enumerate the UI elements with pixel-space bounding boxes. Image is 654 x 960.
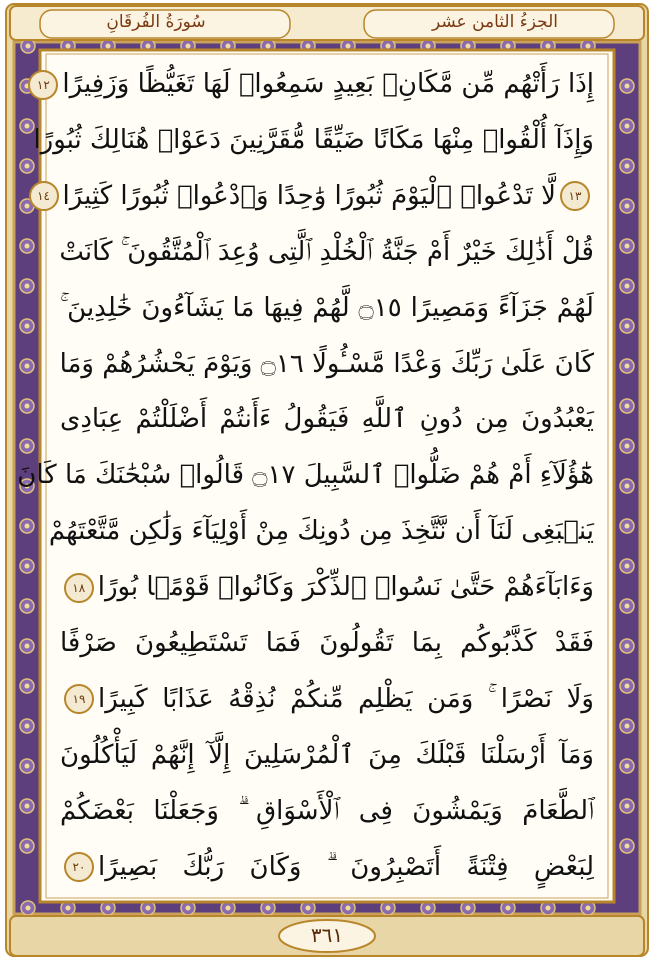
verse-text: هَٰٓؤُلَآءِ أَمْ هُمْ ضَلُّوا۟ ٱلسَّبِيلَ ۝١٧ قَالُوا۟ سُبْحَٰنَكَ مَا كَانَ [17,460,594,491]
verse-text: ٱلطَّعَامَ وَيَمْشُونَ فِى ٱلْأَسْوَاقِ ۗ وَجَعَلْنَا بَعْضَكُمْ [60,795,594,826]
text-line [60,559,594,615]
verse-text: إِذَا رَأَتْهُم مِّن مَّكَانِۭ بَعِيدٍ سَمِعُوا۟ لَهَا تَغَيُّظًا وَزَفِيرًا [62,69,594,99]
text-line [60,280,594,336]
ayah-marker: ٢٠ [64,852,94,882]
page-number: ٣٦١ [310,923,344,947]
ayah-marker: ١٨ [64,573,94,603]
text-line [60,839,594,895]
text-line [37,168,594,224]
verse-text: يَعْبُدُونَ مِن دُونِ ٱللَّهِ فَيَقُولُ ءَأَنتُمْ أَضْلَلْتُمْ عِبَادِى [60,404,594,435]
text-line [60,336,594,392]
text-line [60,224,594,280]
verse-text: لِبَعْضٍ فِتْنَةً أَتَصْبِرُونَ ۗ وَكَانَ رَبُّكَ بَصِيرًا [98,851,594,882]
verse-text: فَقَدْ كَذَّبُوكُم بِمَا تَقُولُونَ فَمَا تَسْتَطِيعُونَ صَرْفًا [60,628,594,658]
text-line [60,783,594,839]
surah-name: سُورَةُ الفُرقَانِ [106,12,206,32]
text-line [36,56,594,112]
verse-text: لَّا تَدْعُوا۟ ٱلْيَوْمَ ثُبُورًا وَٰحِدًا وَٱدْعُوا۟ ثُبُورًا كَثِيرًا [62,180,556,211]
juz-label: الجزءُ الثامن عشر [431,12,558,32]
ayah-marker: ١٩ [64,684,94,714]
verse-text: وَلَا نَصْرًا ۚ وَمَن يَظْلِم مِّنكُمْ نُذِقْهُ عَذَابًا كَبِيرًا [98,683,594,714]
verse-text: وَمَآ أَرْسَلْنَا قَبْلَكَ مِنَ ٱلْمُرْسَلِينَ إِلَّآ إِنَّهُمْ لَيَأْكُلُونَ [60,739,594,770]
verse-text: وَإِذَآ أُلْقُوا۟ مِنْهَا مَكَانًا ضَيِّقًا مُّقَرَّنِينَ دَعَوْا۟ هُنَالِكَ ثُبُورًا [33,124,594,155]
text-line [60,615,594,671]
text-line [17,447,594,503]
verse-text: قُلْ أَذَٰلِكَ خَيْرٌ أَمْ جَنَّةُ ٱلْخُلْدِ ٱلَّتِى وُعِدَ ٱلْمُتَّقُونَ ۚ كَانَتْ [59,236,594,267]
verse-text: لَهُمْ جَزَآءً وَمَصِيرًا ۝١٥ لَّهُمْ فِيهَا مَا يَشَآءُونَ خَٰلِدِينَ ۚ [60,292,594,323]
text-line [60,391,594,447]
verse-text: كَانَ عَلَىٰ رَبِّكَ وَعْدًا مَّسْـُٔولًا ۝١٦ وَيَوْمَ يَحْشُرُهُمْ وَمَا [59,348,594,379]
verse-text: وَءَابَآءَهُمْ حَتَّىٰ نَسُوا۟ ٱلذِّكْرَ وَكَانُوا۟ قَوْمًۢا بُورًا [97,572,594,603]
text-line [60,727,594,783]
quran-text-panel [17,56,594,894]
ayah-marker: ١٢ [28,70,58,100]
text-line [60,671,594,727]
ayah-marker: ١٣ [560,181,590,211]
verse-text: يَنۢبَغِى لَنَآ أَن نَّتَّخِذَ مِن دُونِكَ مِنْ أَوْلِيَآءَ وَلَٰكِن مَّتَّعْتَهُمْ [48,516,594,547]
text-line [33,112,594,168]
text-line [48,503,594,559]
ayah-marker: ١٤ [29,181,59,211]
